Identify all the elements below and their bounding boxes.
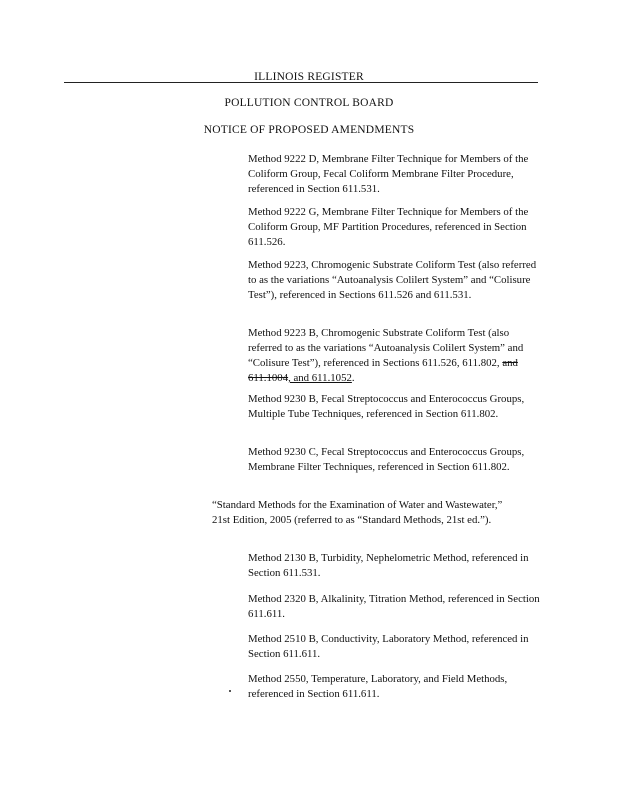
method-9222d: Method 9222 D, Membrane Filter Technique for Members of the Coliform Group, Fecal Coliform Membrane Filter Procedure, referenced in Section 611.531. bbox=[248, 153, 529, 195]
method-9223b-end: . bbox=[351, 372, 355, 384]
method-9223b-text: Method 9223 B, Chromogenic Substrate Coliform Test (also referred to as the variations “Autoanalysis Colilert System” and “Colisure Test”), referenced in Sections 611.526, 611.802, bbox=[248, 327, 524, 369]
header-rule bbox=[64, 82, 538, 83]
method-9230b: Method 9230 B, Fecal Streptococcus and Enterococcus Groups, Multiple Tube Techniques, referenced in Section 611.802. bbox=[248, 393, 525, 420]
method-2130b: Method 2130 B, Turbidity, Nephelometric Method, referenced in Section 611.531. bbox=[248, 552, 529, 579]
method-9223b bbox=[248, 326, 543, 386]
board-title: POLLUTION CONTROL BOARD bbox=[224, 97, 394, 109]
scan-speck bbox=[229, 690, 231, 692]
method-2320b: Method 2320 B, Alkalinity, Titration Method, referenced in Section 611.611. bbox=[248, 593, 540, 620]
method-2550: Method 2550, Temperature, Laboratory, and Field Methods, referenced in Section 611.611. bbox=[248, 673, 508, 700]
standard-methods-21st: “Standard Methods for the Examination of Water and Wastewater,” 21st Edition, 2005 (referred to as “Standard Methods, 21st ed.”). bbox=[212, 499, 503, 526]
struck-text: and 611.1004 bbox=[248, 357, 518, 384]
notice-title: NOTICE OF PROPOSED AMENDMENTS bbox=[203, 124, 415, 136]
method-9230c: Method 9230 C, Fecal Streptococcus and Enterococcus Groups, Membrane Filter Techniques, referenced in Section 611.802. bbox=[248, 446, 525, 473]
register-title: ILLINOIS REGISTER bbox=[254, 71, 364, 83]
added-text: , and 611.1052 bbox=[288, 372, 352, 384]
method-9223: Method 9223, Chromogenic Substrate Coliform Test (also referred to as the variations “Autoanalysis Colilert System” and “Colisure Test”), referenced in Sections 611.526 and 611.531. bbox=[248, 259, 537, 301]
method-2510b: Method 2510 B, Conductivity, Laboratory Method, referenced in Section 611.611. bbox=[248, 633, 529, 660]
method-9222g: Method 9222 G, Membrane Filter Technique for Members of the Coliform Group, MF Partition Procedures, referenced in Section 611.526. bbox=[248, 206, 529, 248]
